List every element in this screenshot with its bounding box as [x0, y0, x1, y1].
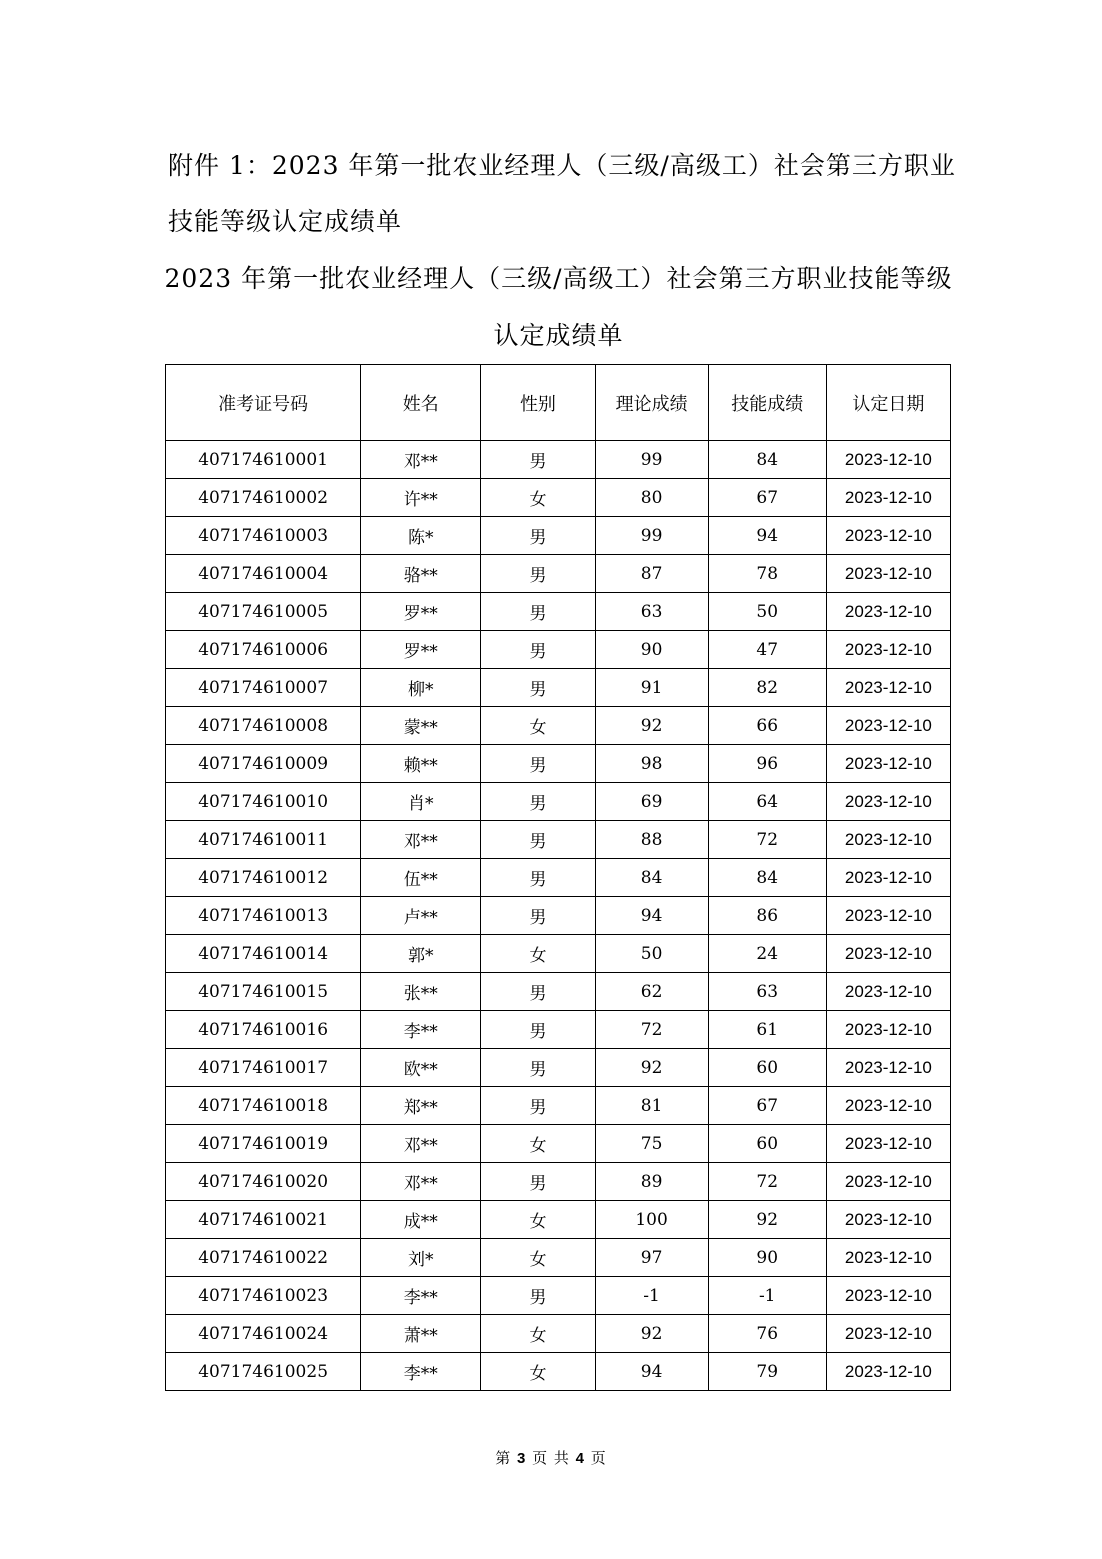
exam-id-cell: 407174610005	[166, 593, 361, 631]
table-row	[166, 859, 951, 897]
date-cell: 2023-12-10	[826, 707, 950, 745]
skill-score-cell: 66	[708, 707, 826, 745]
sex-cell: 男	[481, 593, 595, 631]
name-cell: 成**	[361, 1201, 481, 1239]
theory-score-cell: 72	[595, 1011, 708, 1049]
sex-cell: 男	[481, 669, 595, 707]
skill-score-cell: 96	[708, 745, 826, 783]
exam-id-cell: 407174610012	[166, 859, 361, 897]
footer-middle: 页 共	[532, 1449, 570, 1467]
name-cell: 罗**	[361, 593, 481, 631]
date-cell: 2023-12-10	[826, 1125, 950, 1163]
table-title-line1: 2023 年第一批农业经理人（三级/高级工）社会第三方职业技能等级	[164, 264, 953, 293]
theory-score-cell: 98	[595, 745, 708, 783]
table-row	[166, 745, 951, 783]
date-cell: 2023-12-10	[826, 1163, 950, 1201]
date-cell: 2023-12-10	[826, 1201, 950, 1239]
table-row	[166, 1239, 951, 1277]
exam-id-cell: 407174610007	[166, 669, 361, 707]
sex-cell: 男	[481, 1087, 595, 1125]
name-cell: 蒙**	[361, 707, 481, 745]
date-cell: 2023-12-10	[826, 1353, 950, 1391]
exam-id-cell: 407174610021	[166, 1201, 361, 1239]
score-table-body	[166, 441, 951, 1391]
date-cell: 2023-12-10	[826, 973, 950, 1011]
table-row	[166, 1125, 951, 1163]
sex-cell: 女	[481, 707, 595, 745]
sex-cell: 女	[481, 1125, 595, 1163]
footer-current-page: 3	[516, 1450, 527, 1467]
skill-score-cell: -1	[708, 1277, 826, 1315]
exam-id-cell: 407174610019	[166, 1125, 361, 1163]
exam-id-cell: 407174610001	[166, 441, 361, 479]
table-row	[166, 1315, 951, 1353]
theory-score-cell: 69	[595, 783, 708, 821]
sex-cell: 男	[481, 973, 595, 1011]
name-cell: 萧**	[361, 1315, 481, 1353]
sex-cell: 男	[481, 897, 595, 935]
skill-score-cell: 82	[708, 669, 826, 707]
skill-score-cell: 79	[708, 1353, 826, 1391]
exam-id-cell: 407174610020	[166, 1163, 361, 1201]
theory-score-cell: 80	[595, 479, 708, 517]
header-exam-id: 准考证号码	[166, 365, 361, 441]
date-cell: 2023-12-10	[826, 479, 950, 517]
sex-cell: 男	[481, 783, 595, 821]
name-cell: 赖**	[361, 745, 481, 783]
name-cell: 张**	[361, 973, 481, 1011]
name-cell: 许**	[361, 479, 481, 517]
name-cell: 邓**	[361, 441, 481, 479]
sex-cell: 男	[481, 555, 595, 593]
date-cell: 2023-12-10	[826, 517, 950, 555]
exam-id-cell: 407174610017	[166, 1049, 361, 1087]
theory-score-cell: 63	[595, 593, 708, 631]
table-header-row	[166, 365, 951, 441]
date-cell: 2023-12-10	[826, 1277, 950, 1315]
table-row	[166, 707, 951, 745]
date-cell: 2023-12-10	[826, 1315, 950, 1353]
theory-score-cell: 99	[595, 441, 708, 479]
name-cell: 李**	[361, 1353, 481, 1391]
sex-cell: 女	[481, 935, 595, 973]
sex-cell: 女	[481, 1239, 595, 1277]
date-cell: 2023-12-10	[826, 441, 950, 479]
date-cell: 2023-12-10	[826, 631, 950, 669]
name-cell: 柳*	[361, 669, 481, 707]
exam-id-cell: 407174610002	[166, 479, 361, 517]
date-cell: 2023-12-10	[826, 783, 950, 821]
date-cell: 2023-12-10	[826, 1049, 950, 1087]
skill-score-cell: 64	[708, 783, 826, 821]
skill-score-cell: 94	[708, 517, 826, 555]
exam-id-cell: 407174610008	[166, 707, 361, 745]
header-sex: 性别	[481, 365, 595, 441]
theory-score-cell: 92	[595, 1315, 708, 1353]
exam-id-cell: 407174610018	[166, 1087, 361, 1125]
table-row	[166, 441, 951, 479]
date-cell: 2023-12-10	[826, 745, 950, 783]
skill-score-cell: 24	[708, 935, 826, 973]
table-row	[166, 973, 951, 1011]
table-row	[166, 821, 951, 859]
table-row	[166, 669, 951, 707]
date-cell: 2023-12-10	[826, 593, 950, 631]
exam-id-cell: 407174610011	[166, 821, 361, 859]
header-theory-score: 理论成绩	[595, 365, 708, 441]
table-title-line2: 认定成绩单	[493, 321, 624, 350]
sex-cell: 女	[481, 1353, 595, 1391]
header-date: 认定日期	[826, 365, 950, 441]
date-cell: 2023-12-10	[826, 1087, 950, 1125]
name-cell: 李**	[361, 1277, 481, 1315]
exam-id-cell: 407174610004	[166, 555, 361, 593]
skill-score-cell: 67	[708, 1087, 826, 1125]
exam-id-cell: 407174610006	[166, 631, 361, 669]
table-row	[166, 783, 951, 821]
date-cell: 2023-12-10	[826, 821, 950, 859]
skill-score-cell: 60	[708, 1049, 826, 1087]
attachment-title-line1: 附件 1：2023 年第一批农业经理人（三级/高级工）社会第三方职业	[168, 151, 956, 180]
table-row	[166, 555, 951, 593]
table-row	[166, 1087, 951, 1125]
page-footer	[0, 1447, 1102, 1468]
theory-score-cell: 94	[595, 1353, 708, 1391]
exam-id-cell: 407174610010	[166, 783, 361, 821]
skill-score-cell: 67	[708, 479, 826, 517]
exam-id-cell: 407174610003	[166, 517, 361, 555]
table-row	[166, 479, 951, 517]
theory-score-cell: 62	[595, 973, 708, 1011]
table-title	[160, 250, 957, 364]
exam-id-cell: 407174610016	[166, 1011, 361, 1049]
footer-prefix: 第	[495, 1449, 512, 1467]
name-cell: 李**	[361, 1011, 481, 1049]
skill-score-cell: 47	[708, 631, 826, 669]
theory-score-cell: 92	[595, 1049, 708, 1087]
attachment-title-line2: 技能等级认定成绩单	[168, 207, 403, 236]
exam-id-cell: 407174610023	[166, 1277, 361, 1315]
theory-score-cell: 87	[595, 555, 708, 593]
sex-cell: 男	[481, 631, 595, 669]
sex-cell: 男	[481, 441, 595, 479]
name-cell: 卢**	[361, 897, 481, 935]
exam-id-cell: 407174610013	[166, 897, 361, 935]
exam-id-cell: 407174610009	[166, 745, 361, 783]
theory-score-cell: 81	[595, 1087, 708, 1125]
skill-score-cell: 84	[708, 859, 826, 897]
exam-id-cell: 407174610015	[166, 973, 361, 1011]
table-row	[166, 1163, 951, 1201]
footer-total-pages: 4	[575, 1450, 586, 1467]
date-cell: 2023-12-10	[826, 859, 950, 897]
sex-cell: 女	[481, 1201, 595, 1239]
name-cell: 邓**	[361, 821, 481, 859]
name-cell: 邓**	[361, 1125, 481, 1163]
name-cell: 郭*	[361, 935, 481, 973]
theory-score-cell: 94	[595, 897, 708, 935]
theory-score-cell: 97	[595, 1239, 708, 1277]
exam-id-cell: 407174610024	[166, 1315, 361, 1353]
skill-score-cell: 60	[708, 1125, 826, 1163]
theory-score-cell: 99	[595, 517, 708, 555]
sex-cell: 男	[481, 1049, 595, 1087]
sex-cell: 男	[481, 1163, 595, 1201]
skill-score-cell: 72	[708, 1163, 826, 1201]
theory-score-cell: 50	[595, 935, 708, 973]
theory-score-cell: 84	[595, 859, 708, 897]
score-table	[165, 364, 951, 1391]
date-cell: 2023-12-10	[826, 555, 950, 593]
table-row	[166, 1049, 951, 1087]
sex-cell: 男	[481, 821, 595, 859]
sex-cell: 男	[481, 1277, 595, 1315]
date-cell: 2023-12-10	[826, 1011, 950, 1049]
skill-score-cell: 50	[708, 593, 826, 631]
exam-id-cell: 407174610022	[166, 1239, 361, 1277]
name-cell: 邓**	[361, 1163, 481, 1201]
date-cell: 2023-12-10	[826, 897, 950, 935]
attachment-title	[168, 138, 958, 250]
theory-score-cell: 91	[595, 669, 708, 707]
theory-score-cell: 88	[595, 821, 708, 859]
table-row	[166, 1201, 951, 1239]
skill-score-cell: 63	[708, 973, 826, 1011]
theory-score-cell: -1	[595, 1277, 708, 1315]
theory-score-cell: 92	[595, 707, 708, 745]
table-row	[166, 517, 951, 555]
exam-id-cell: 407174610025	[166, 1353, 361, 1391]
name-cell: 伍**	[361, 859, 481, 897]
table-row	[166, 897, 951, 935]
sex-cell: 男	[481, 517, 595, 555]
skill-score-cell: 90	[708, 1239, 826, 1277]
name-cell: 陈*	[361, 517, 481, 555]
sex-cell: 男	[481, 1011, 595, 1049]
table-row	[166, 631, 951, 669]
date-cell: 2023-12-10	[826, 669, 950, 707]
name-cell: 罗**	[361, 631, 481, 669]
footer-suffix: 页	[590, 1449, 607, 1467]
theory-score-cell: 90	[595, 631, 708, 669]
skill-score-cell: 61	[708, 1011, 826, 1049]
date-cell: 2023-12-10	[826, 935, 950, 973]
name-cell: 郑**	[361, 1087, 481, 1125]
skill-score-cell: 86	[708, 897, 826, 935]
name-cell: 肖*	[361, 783, 481, 821]
header-skill-score: 技能成绩	[708, 365, 826, 441]
sex-cell: 女	[481, 1315, 595, 1353]
sex-cell: 女	[481, 479, 595, 517]
skill-score-cell: 92	[708, 1201, 826, 1239]
exam-id-cell: 407174610014	[166, 935, 361, 973]
skill-score-cell: 84	[708, 441, 826, 479]
table-row	[166, 1353, 951, 1391]
skill-score-cell: 78	[708, 555, 826, 593]
theory-score-cell: 75	[595, 1125, 708, 1163]
date-cell: 2023-12-10	[826, 1239, 950, 1277]
skill-score-cell: 76	[708, 1315, 826, 1353]
theory-score-cell: 89	[595, 1163, 708, 1201]
table-row	[166, 1011, 951, 1049]
table-row	[166, 593, 951, 631]
table-row	[166, 935, 951, 973]
theory-score-cell: 100	[595, 1201, 708, 1239]
sex-cell: 男	[481, 859, 595, 897]
skill-score-cell: 72	[708, 821, 826, 859]
table-row	[166, 1277, 951, 1315]
name-cell: 刘*	[361, 1239, 481, 1277]
header-name: 姓名	[361, 365, 481, 441]
name-cell: 骆**	[361, 555, 481, 593]
sex-cell: 男	[481, 745, 595, 783]
name-cell: 欧**	[361, 1049, 481, 1087]
